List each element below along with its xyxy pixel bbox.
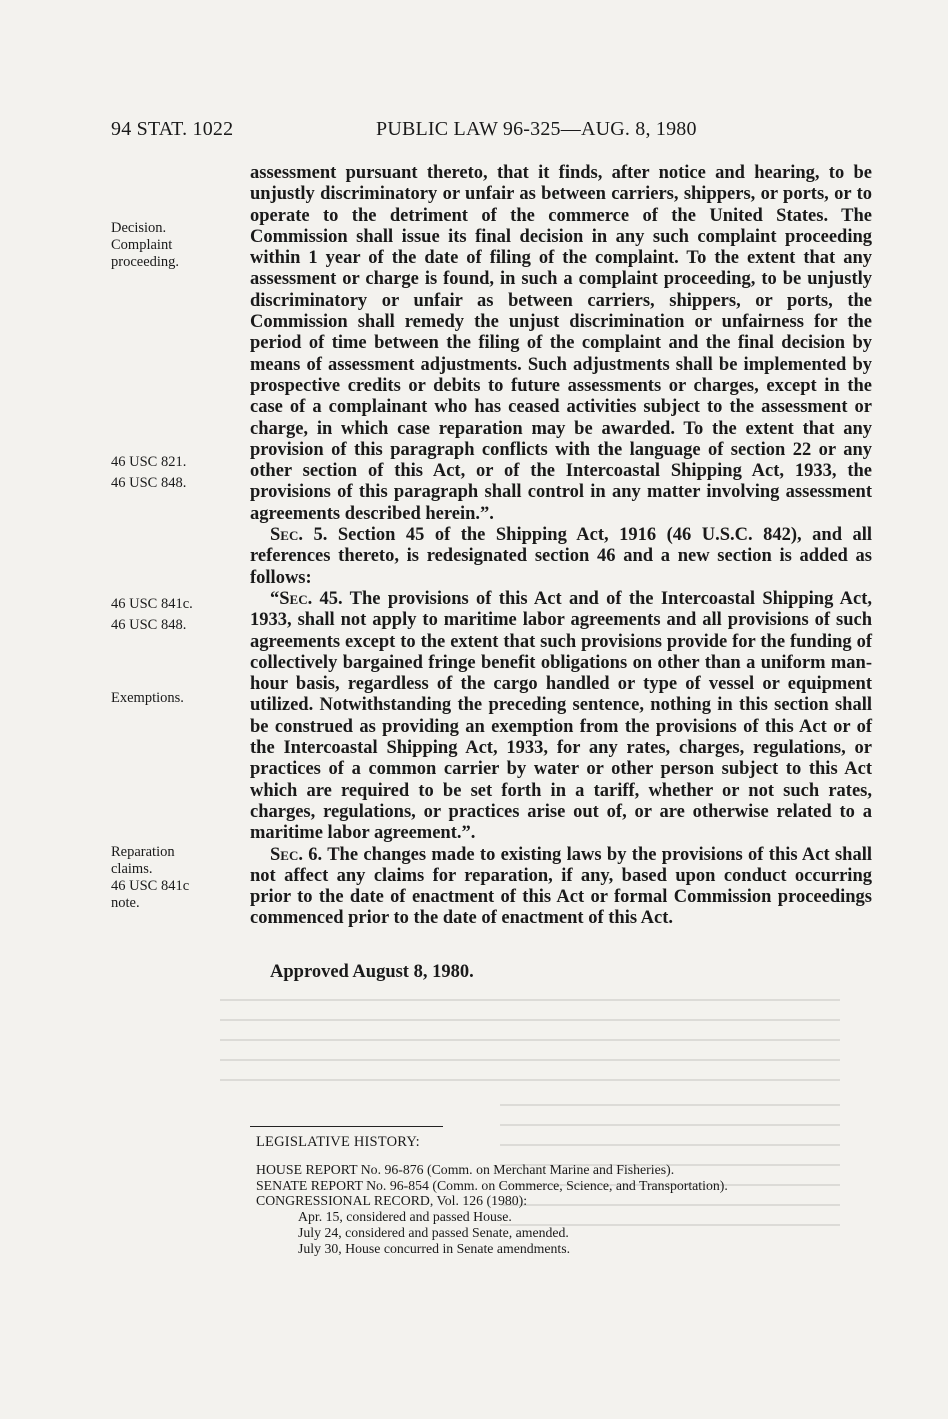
legislative-history-title: LEGISLATIVE HISTORY: xyxy=(256,1134,420,1150)
section-6 xyxy=(250,845,872,930)
section-text: The provisions of this Act and of the Intercoastal Shipping Act, 1933, shall not apply to maritime labor agreements and all provisions of such agreements except to the extent that such provisions provide for the funding of collectively bargained fringe benefit obligations on other than a uniform man-hour basis, regardless of the cargo handled or type of vessel or equipment utilized. Notwithstanding the preceding sentence, nothing in this section shall be construed as providing an exemption from the provisions of this Act or of the Intercoastal Shipping Act, 1933, for any rates, charges, regulations, or practices of a common carrier by water or other person subject to this Act which are required to be set forth in a tariff, whether or not such rates, charges, regulations, or practices arise out of, or are otherwise related to a maritime labor agreement.”. xyxy=(250,588,872,844)
margin-note-decision xyxy=(111,220,241,271)
statute-body xyxy=(250,163,872,930)
section-text: The changes made to existing laws by the provisions of this Act shall not affect any claims for reparation, if any, based upon conduct occurring prior to the date of enactment of this Act or formal Commission proceedings commenced prior to the date of enactment of this Act. xyxy=(250,844,872,929)
margin-note-usc-848-b: 46 USC 848. xyxy=(111,617,187,633)
section-text: Section 45 of the Shipping Act, 1916 (46 U.S.C. 842), and all references thereto, is redesignated section 46 and a new section is added as follows: xyxy=(250,525,872,588)
margin-note-usc-821: 46 USC 821. xyxy=(111,454,187,470)
divider xyxy=(250,1126,443,1127)
legislative-history xyxy=(256,1162,728,1256)
legislative-history-line: CONGRESSIONAL RECORD, Vol. 126 (1980): xyxy=(256,1193,528,1209)
running-head: PUBLIC LAW 96-325—AUG. 8, 1980 xyxy=(376,118,697,140)
section-5 xyxy=(250,525,872,589)
legislative-history-line: HOUSE REPORT No. 96-876 (Comm. on Merchant Marine and Fisheries). xyxy=(256,1162,675,1177)
record-entry: Apr. 15, considered and passed House. xyxy=(298,1209,512,1225)
approval-date: Approved August 8, 1980. xyxy=(270,962,474,982)
margin-note-line: Reparation xyxy=(111,844,175,860)
margin-note-exemptions: Exemptions. xyxy=(111,690,184,706)
margin-note-line: Decision. xyxy=(111,220,167,236)
margin-note-line: 46 USC 841c xyxy=(111,878,190,894)
record-entry: July 30, House concurred in Senate amendments. xyxy=(298,1240,571,1256)
section-label: Sec. 5. xyxy=(270,525,328,546)
section-label: “Sec. 45. xyxy=(270,588,343,609)
paragraph-continuation: assessment pursuant thereto, that it finds, after notice and hearing, to be unjustly discriminatory or unfair as between carriers, shippers, or ports, or to operate to the detriment of the commerce of the United States. The Commission shall issue its final decision in any such complaint proceeding within 1 year of the date of filing of the complaint. To the extent that any assessment or charge is found, in such a complaint proceeding, to be unjustly discriminatory or unfair as between carriers, shippers, or ports, the Commission shall remedy the unjust discrimination or unfairness for the period of time between the filing of the complaint and the final decision by means of assessment adjustments. Such adjustments shall be implemented by prospective credits or debits to future assessments or charges, except in the case of a complainant who has ceased activities subject to the assessment or charge, in which case reparation may be awarded. To the extent that any provision of this paragraph conflicts with the language of section 22 or any other section of this Act, or of the Intercoastal Shipping Act, 1933, the provisions of this paragraph shall control in any matter involving assessment agreements described herein.”. xyxy=(250,163,872,524)
margin-note-line: claims. xyxy=(111,861,153,877)
page-citation: 94 STAT. 1022 xyxy=(111,118,234,140)
margin-note-line: proceeding. xyxy=(111,254,180,270)
margin-note-usc-841c: 46 USC 841c. xyxy=(111,596,193,612)
margin-note-reparation xyxy=(111,844,241,912)
margin-note-line: Complaint xyxy=(111,237,173,253)
margin-note-line: note. xyxy=(111,895,140,911)
section-45 xyxy=(250,589,872,845)
record-entry: July 24, considered and passed Senate, amended. xyxy=(298,1224,569,1240)
legislative-history-line: SENATE REPORT No. 96-854 (Comm. on Commerce, Science, and Transportation). xyxy=(256,1177,728,1193)
margin-note-usc-848: 46 USC 848. xyxy=(111,475,187,491)
section-label: Sec. 6. xyxy=(270,844,323,865)
